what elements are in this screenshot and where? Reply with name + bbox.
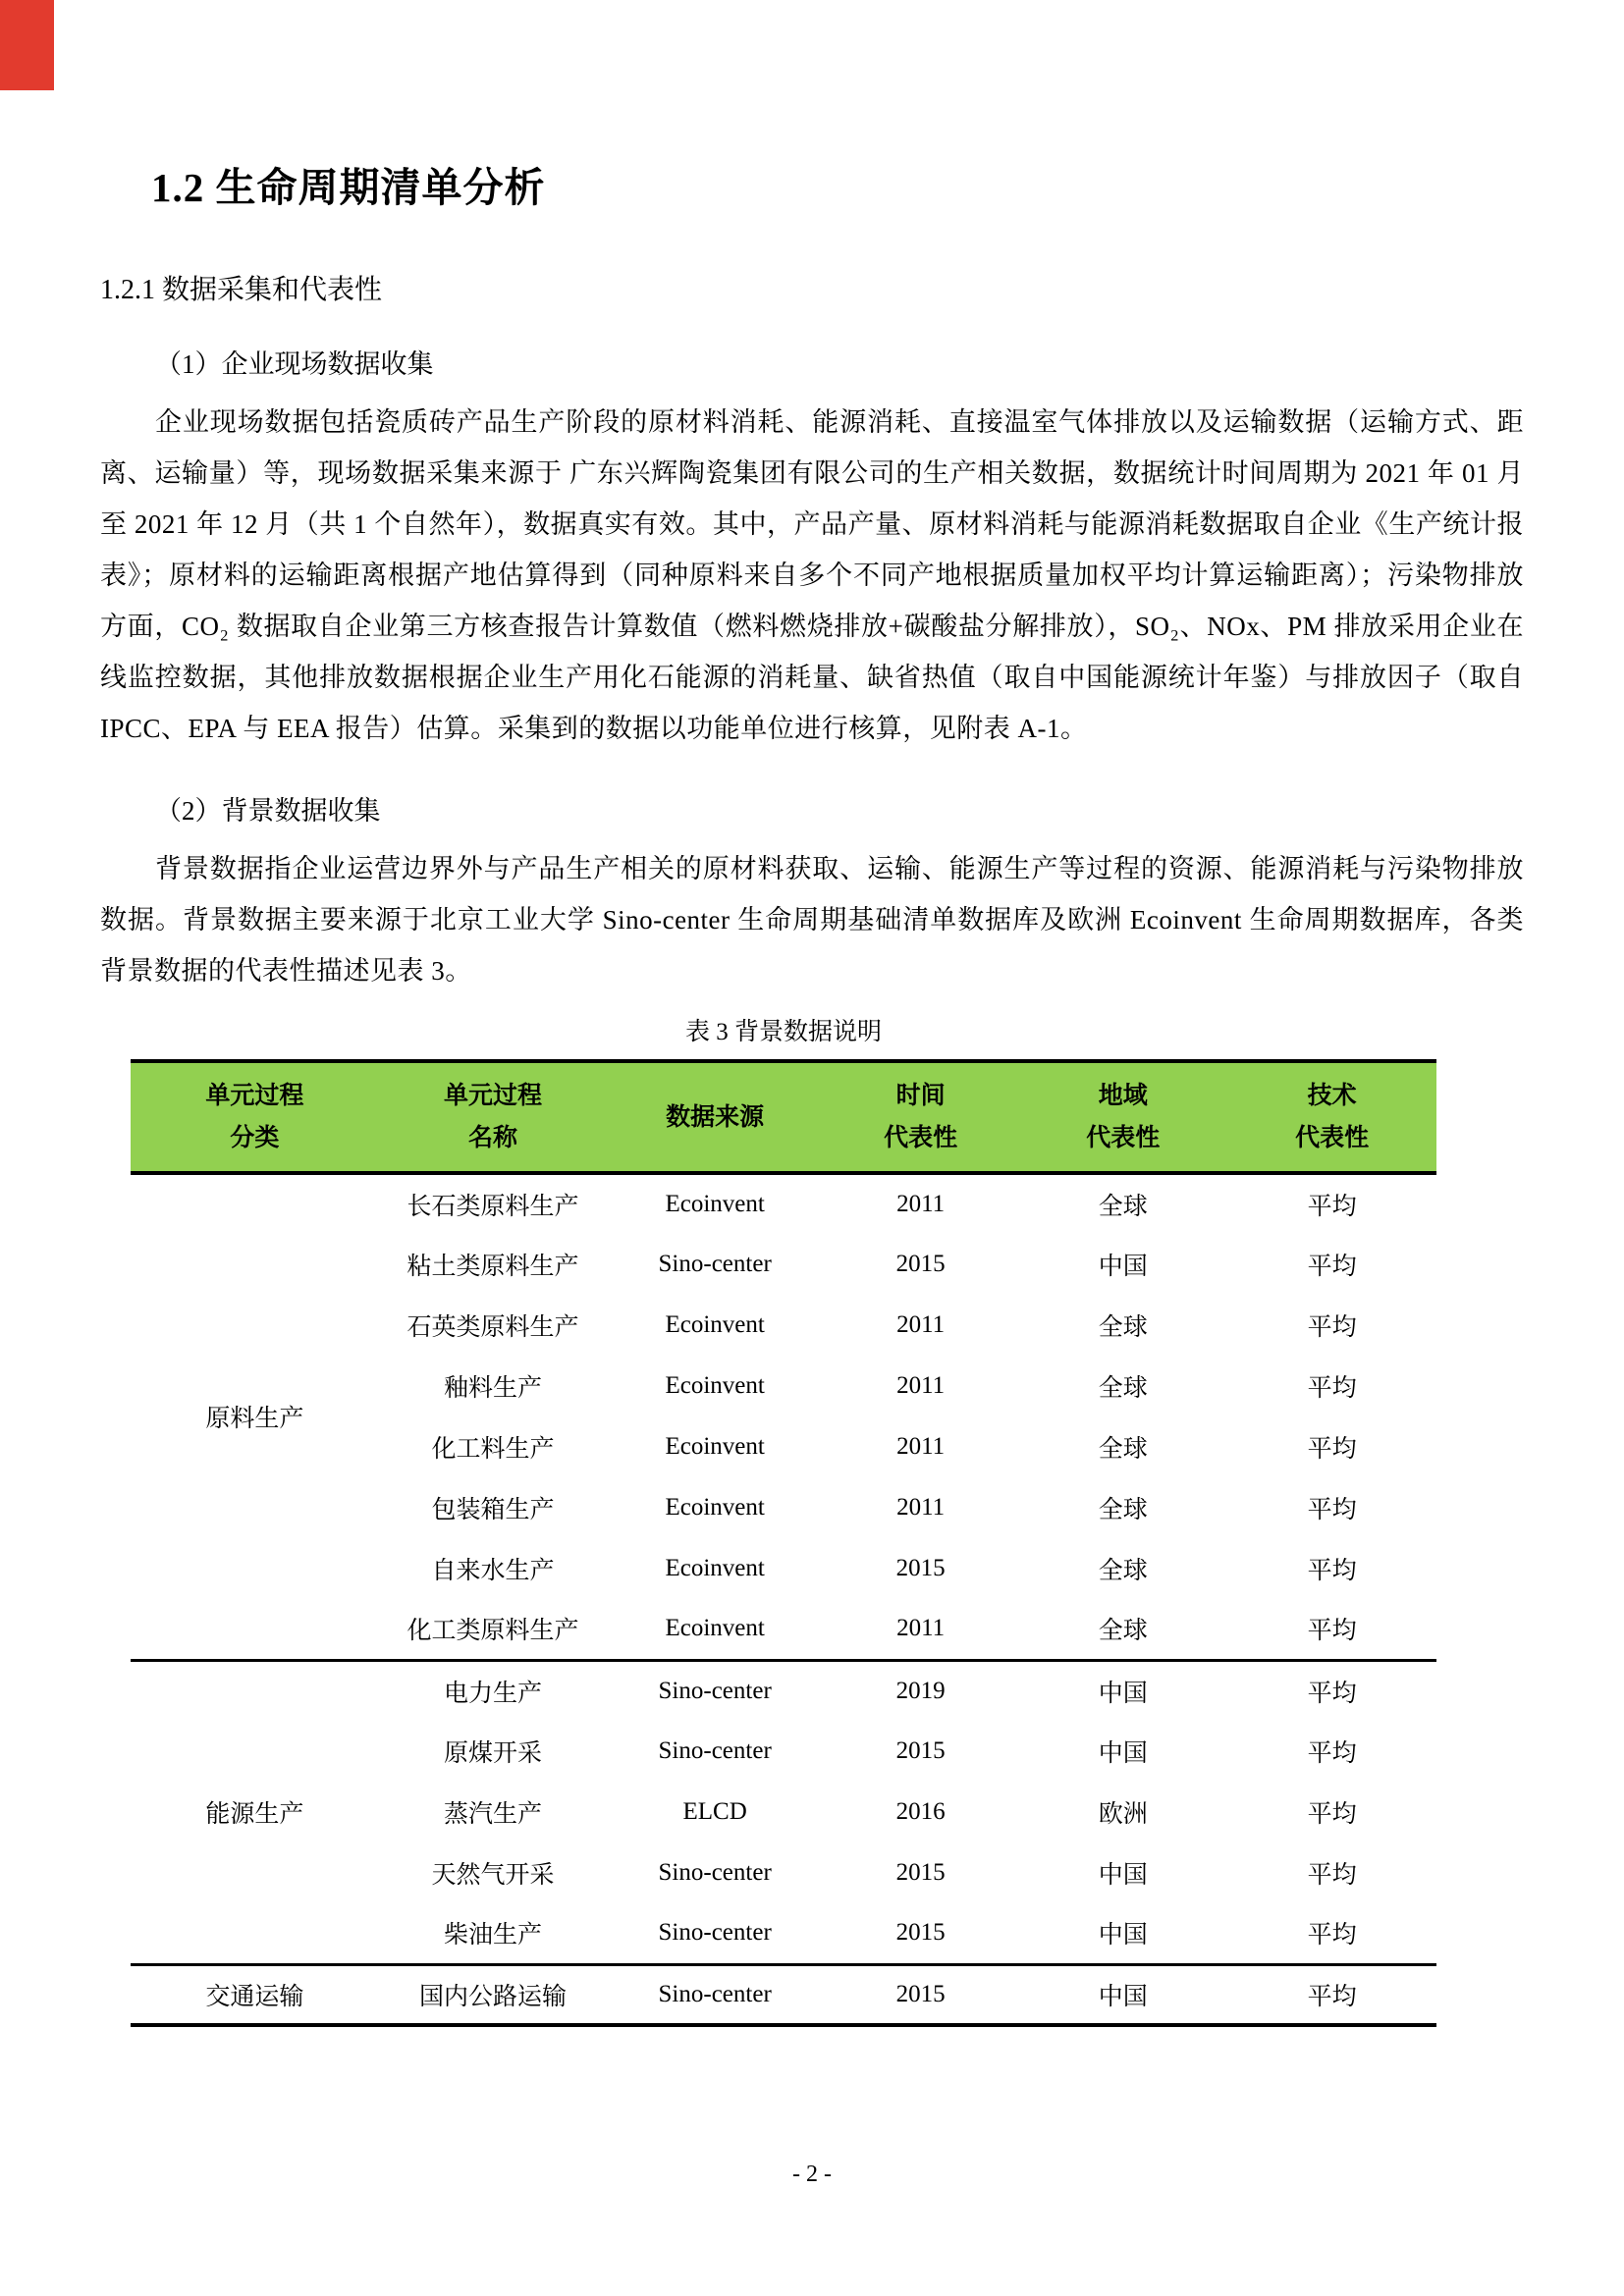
table-header-cell: 地域 代表性 (1018, 1061, 1227, 1173)
table-cell: 平均 (1307, 1314, 1357, 1341)
table-cell: 电力生产 (379, 1660, 608, 1721)
table-cell: 粘土类原料生产 (406, 1254, 579, 1280)
table-cell: 柴油生产 (444, 1922, 543, 1949)
page-number: - 2 - (792, 2162, 832, 2187)
table-cell: 2015 (895, 1251, 946, 1277)
table-cell: 平均 (1227, 1660, 1436, 1721)
table-header-cell: 时间 代表性 (823, 1061, 1019, 1173)
table-cell: 化工类原料生产 (406, 1618, 579, 1645)
table-cell: Ecoinvent (665, 1433, 765, 1460)
table-cell: Ecoinvent (665, 1494, 765, 1521)
table-cell: 2011 (896, 1311, 946, 1338)
paragraph-background-data: 背景数据指企业运营边界外与产品生产相关的原材料获取、运输、能源生产等过程的资源、能源消耗与污染物排放数据。背景数据主要来源于北京工业大学 Sino-center 生命周期基础清单数据库及欧洲 Ecoinvent 生命周期数据库，各类背景数据的代表性描述见表 3。 (100, 854, 1524, 986)
table-cell: 原煤开采 (444, 1740, 543, 1767)
table-row (131, 1964, 1436, 2025)
list-item-1-heading: （1）企业现场数据收集 (155, 349, 434, 379)
table-cell: 平均 (1307, 1922, 1357, 1949)
table-cell: 2011 (896, 1615, 946, 1642)
table-cell: 中国 (1098, 1862, 1148, 1889)
table-cell: Sino-center (658, 1859, 772, 1886)
table-cell: Ecoinvent (665, 1615, 765, 1642)
table-cell: 全球 (1098, 1497, 1148, 1523)
table-cell: Ecoinvent (665, 1191, 765, 1217)
table-cell: 中国 (1098, 1254, 1148, 1280)
table-cell: 全球 (1098, 1436, 1148, 1463)
red-corner-mark (0, 0, 54, 90)
table-cell: 2015 (895, 1555, 946, 1581)
table-cell: 自来水生产 (431, 1558, 555, 1584)
table-cell: 全球 (1098, 1558, 1148, 1584)
table-cell: 2015 (823, 1964, 1019, 2025)
table-cell: 平均 (1307, 1436, 1357, 1463)
table-cell: 平均 (1307, 1497, 1357, 1523)
table-cell: Ecoinvent (665, 1372, 765, 1399)
table-cell: Sino-center (607, 1964, 822, 2025)
background-data-table (131, 1059, 1436, 2027)
table-cell: 平均 (1307, 1862, 1357, 1889)
table-cell: 平均 (1307, 1254, 1357, 1280)
table-cell: 平均 (1227, 1964, 1436, 2025)
table-cell: 平均 (1307, 1558, 1357, 1584)
table-cell: 中国 (1018, 1660, 1227, 1721)
table-header-cell: 技术 代表性 (1227, 1061, 1436, 1173)
table-cell: 2011 (896, 1433, 946, 1460)
table-row (131, 1660, 1436, 1721)
table-cell: 全球 (1098, 1375, 1148, 1402)
table-cell: 国内公路运输 (379, 1964, 608, 2025)
section-heading: 1.2 生命周期清单分析 (151, 165, 546, 210)
table-cell: 中国 (1098, 1740, 1148, 1767)
table-header-cell: 数据来源 (607, 1061, 822, 1173)
table-cell: Ecoinvent (665, 1311, 765, 1338)
table-cell: 平均 (1307, 1801, 1357, 1828)
table-cell: 中国 (1018, 1964, 1227, 2025)
table-cell: 全球 (1098, 1194, 1148, 1220)
table-cell: 釉料生产 (444, 1375, 543, 1402)
subsection-heading: 1.2.1 数据采集和代表性 (100, 275, 383, 305)
table-cell: ELCD (682, 1798, 747, 1825)
table-cell: 包装箱生产 (431, 1497, 555, 1523)
table-cell: 中国 (1098, 1922, 1148, 1949)
table-header-cell: 单元过程 分类 (131, 1061, 379, 1173)
table-category-cell: 能源生产 (131, 1660, 379, 1964)
table-header-cell: 单元过程 名称 (379, 1061, 608, 1173)
table-cell: 平均 (1307, 1740, 1357, 1767)
table-cell: 天然气开采 (431, 1862, 555, 1889)
list-item-2-heading: （2）背景数据收集 (155, 796, 381, 826)
table-cell: 平均 (1307, 1375, 1357, 1402)
table-cell: 平均 (1307, 1194, 1357, 1220)
table-row (131, 1173, 1436, 1234)
table-category-cell: 交通运输 (131, 1964, 379, 2025)
table-cell: 石英类原料生产 (406, 1314, 579, 1341)
table-cell: 2011 (896, 1372, 946, 1399)
table-cell: 全球 (1098, 1314, 1148, 1341)
table-category-cell: 原料生产 (205, 1406, 304, 1433)
table-cell: 化工料生产 (431, 1436, 555, 1463)
table-cell: 2016 (895, 1798, 946, 1825)
table-header-row (131, 1061, 1436, 1173)
table-cell: 欧洲 (1098, 1801, 1148, 1828)
table-cell: Sino-center (607, 1660, 822, 1721)
table-cell: 2015 (895, 1737, 946, 1764)
table-cell: 2011 (896, 1494, 946, 1521)
table-cell: Ecoinvent (665, 1555, 765, 1581)
table-cell: 长石类原料生产 (406, 1194, 579, 1220)
table-cell: 2011 (896, 1191, 946, 1217)
table-cell: Sino-center (658, 1919, 772, 1947)
table-cell: 2019 (823, 1660, 1019, 1721)
table-cell: Sino-center (658, 1737, 772, 1764)
table-cell: 平均 (1307, 1618, 1357, 1645)
table-cell: Sino-center (658, 1251, 772, 1277)
paragraph-onsite-data: 企业现场数据包括瓷质砖产品生产阶段的原材料消耗、能源消耗、直接温室气体排放以及运输数据（运输方式、距离、运输量）等，现场数据采集来源于 广东兴辉陶瓷集团有限公司的生产相关数据，数据统计时间周期为 2021 年 01 月至 2021 年 12 月（共 1 个自然年），数据真实有效。其中，产品产量、原材料消耗与能源消耗数据取自企业《生产统计报表》；原材料的运输距离根据产地估算得到（同种原料来自多个不同产地根据质量加权平均计算运输距离）；污染物排放方面，CO₂ 数据取自企业第三方核查报告计算数值（燃料燃烧排放+碳酸盐分解排放），SO₂、NOx、PM 排放采用企业在线监控数据，其他排放数据根据企业生产用化石能源的消耗量、缺省热值（取自中国能源统计年鉴）与排放因子（取自 IPCC、EPA 与 EEA 报告）估算。采集到的数据以功能单位进行核算，见附表 A-1。 (100, 407, 1524, 743)
table-cell: 蒸汽生产 (444, 1801, 543, 1828)
table-cell: 全球 (1098, 1618, 1148, 1645)
table-cell: 2015 (895, 1859, 946, 1886)
table-cell: 2015 (895, 1919, 946, 1947)
table-caption: 表 3 背景数据说明 (684, 1019, 882, 1045)
